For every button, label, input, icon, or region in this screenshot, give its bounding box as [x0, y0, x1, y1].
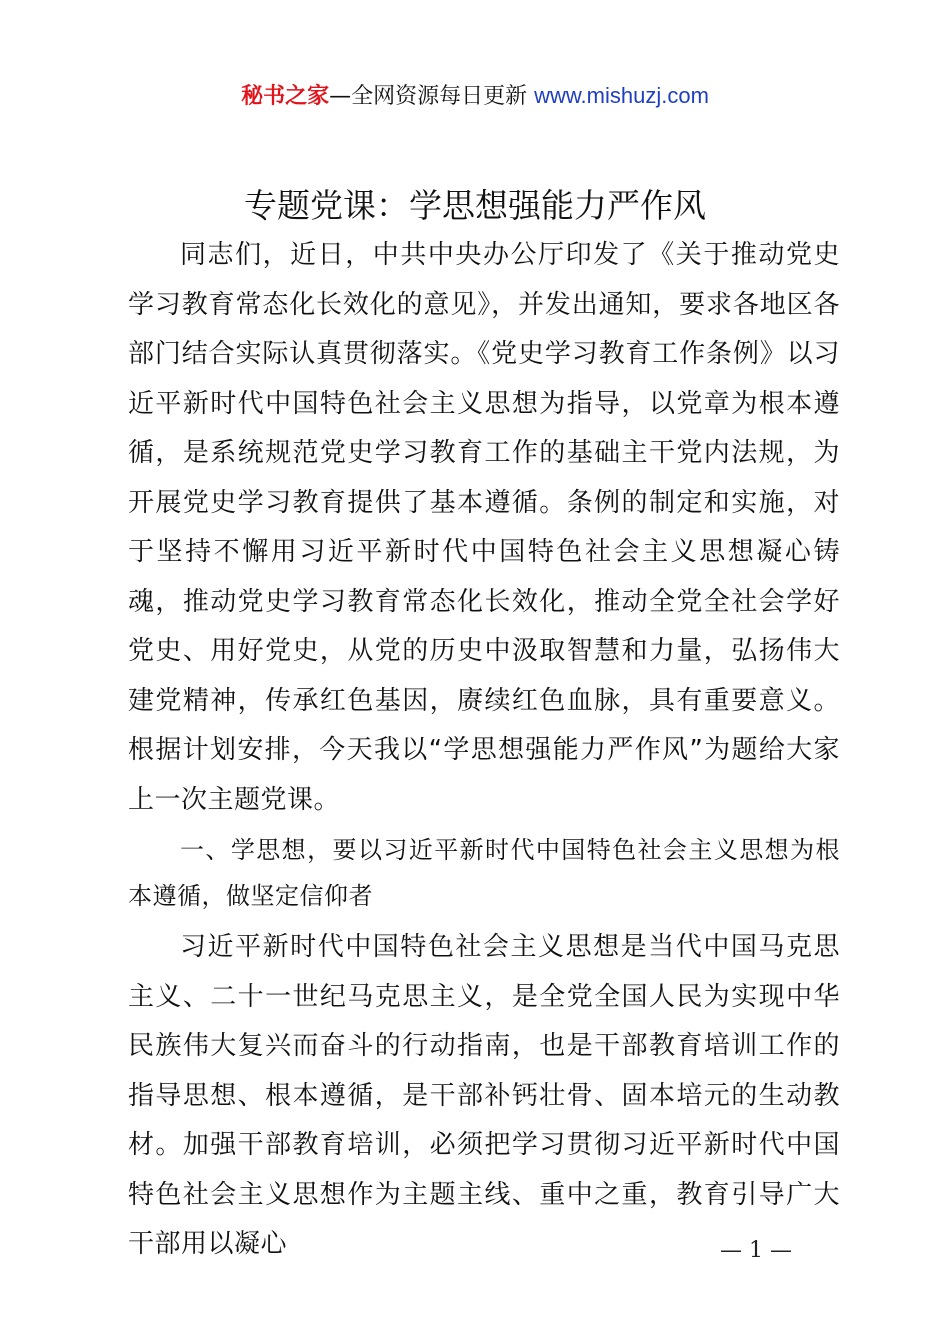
brand-name: 秘书之家: [241, 84, 330, 109]
document-title: 专题党课：学思想强能力严作风: [244, 186, 706, 225]
body-paragraph: 习近平新时代中国特色社会主义思想是当代中国马克思主义、二十一世纪马克思主义，是全党全国人民为实现中华民族伟大复兴而奋斗的行动指南，也是干部教育培训工作的指导思想、根本遵循，是干部补钙壮骨、固本培元的生动教材。加强干部教育培训，必须把学习贯彻习近平新时代中国特色社会主义思想作为主题主线、重中之重，教育引导广大干部用以凝心: [128, 932, 840, 1259]
document-body: [128, 231, 840, 1270]
body-paragraph-intro: 同志们，近日，中共中央办公厅印发了《关于推动党史学习教育常态化长效化的意见》，并发出通知，要求各地区各部门结合实际认真贯彻落实。《党史学习教育工作条例》以习近平新时代中国特色社会主义思想为指导，以党章为根本遵循，是系统规范党史学习教育工作的基础主干党内法规，为开展党史学习教育提供了基本遵循。条例的制定和实施，对于坚持不懈用习近平新时代中国特色社会主义思想凝心铸魂，推动党史学习教育常态化长效化，推动全党全社会学好党史、用好党史，从党的历史中汲取智慧和力量，弘扬伟大建党精神，传承红色基因，赓续红色血脉，具有重要意义。根据计划安排，今天我以“学思想强能力严作风”为题给大家上一次主题党课。: [128, 240, 840, 815]
section-heading: 一、学思想，要以习近平新时代中国特色社会主义思想为根本遵循，做坚定信仰者: [128, 836, 840, 910]
page-number: — 1 —: [720, 1238, 792, 1263]
banner-slogan: —全网资源每日更新: [329, 84, 528, 109]
site-banner: [0, 80, 950, 113]
site-url: www.mishuzj.com: [534, 83, 709, 108]
